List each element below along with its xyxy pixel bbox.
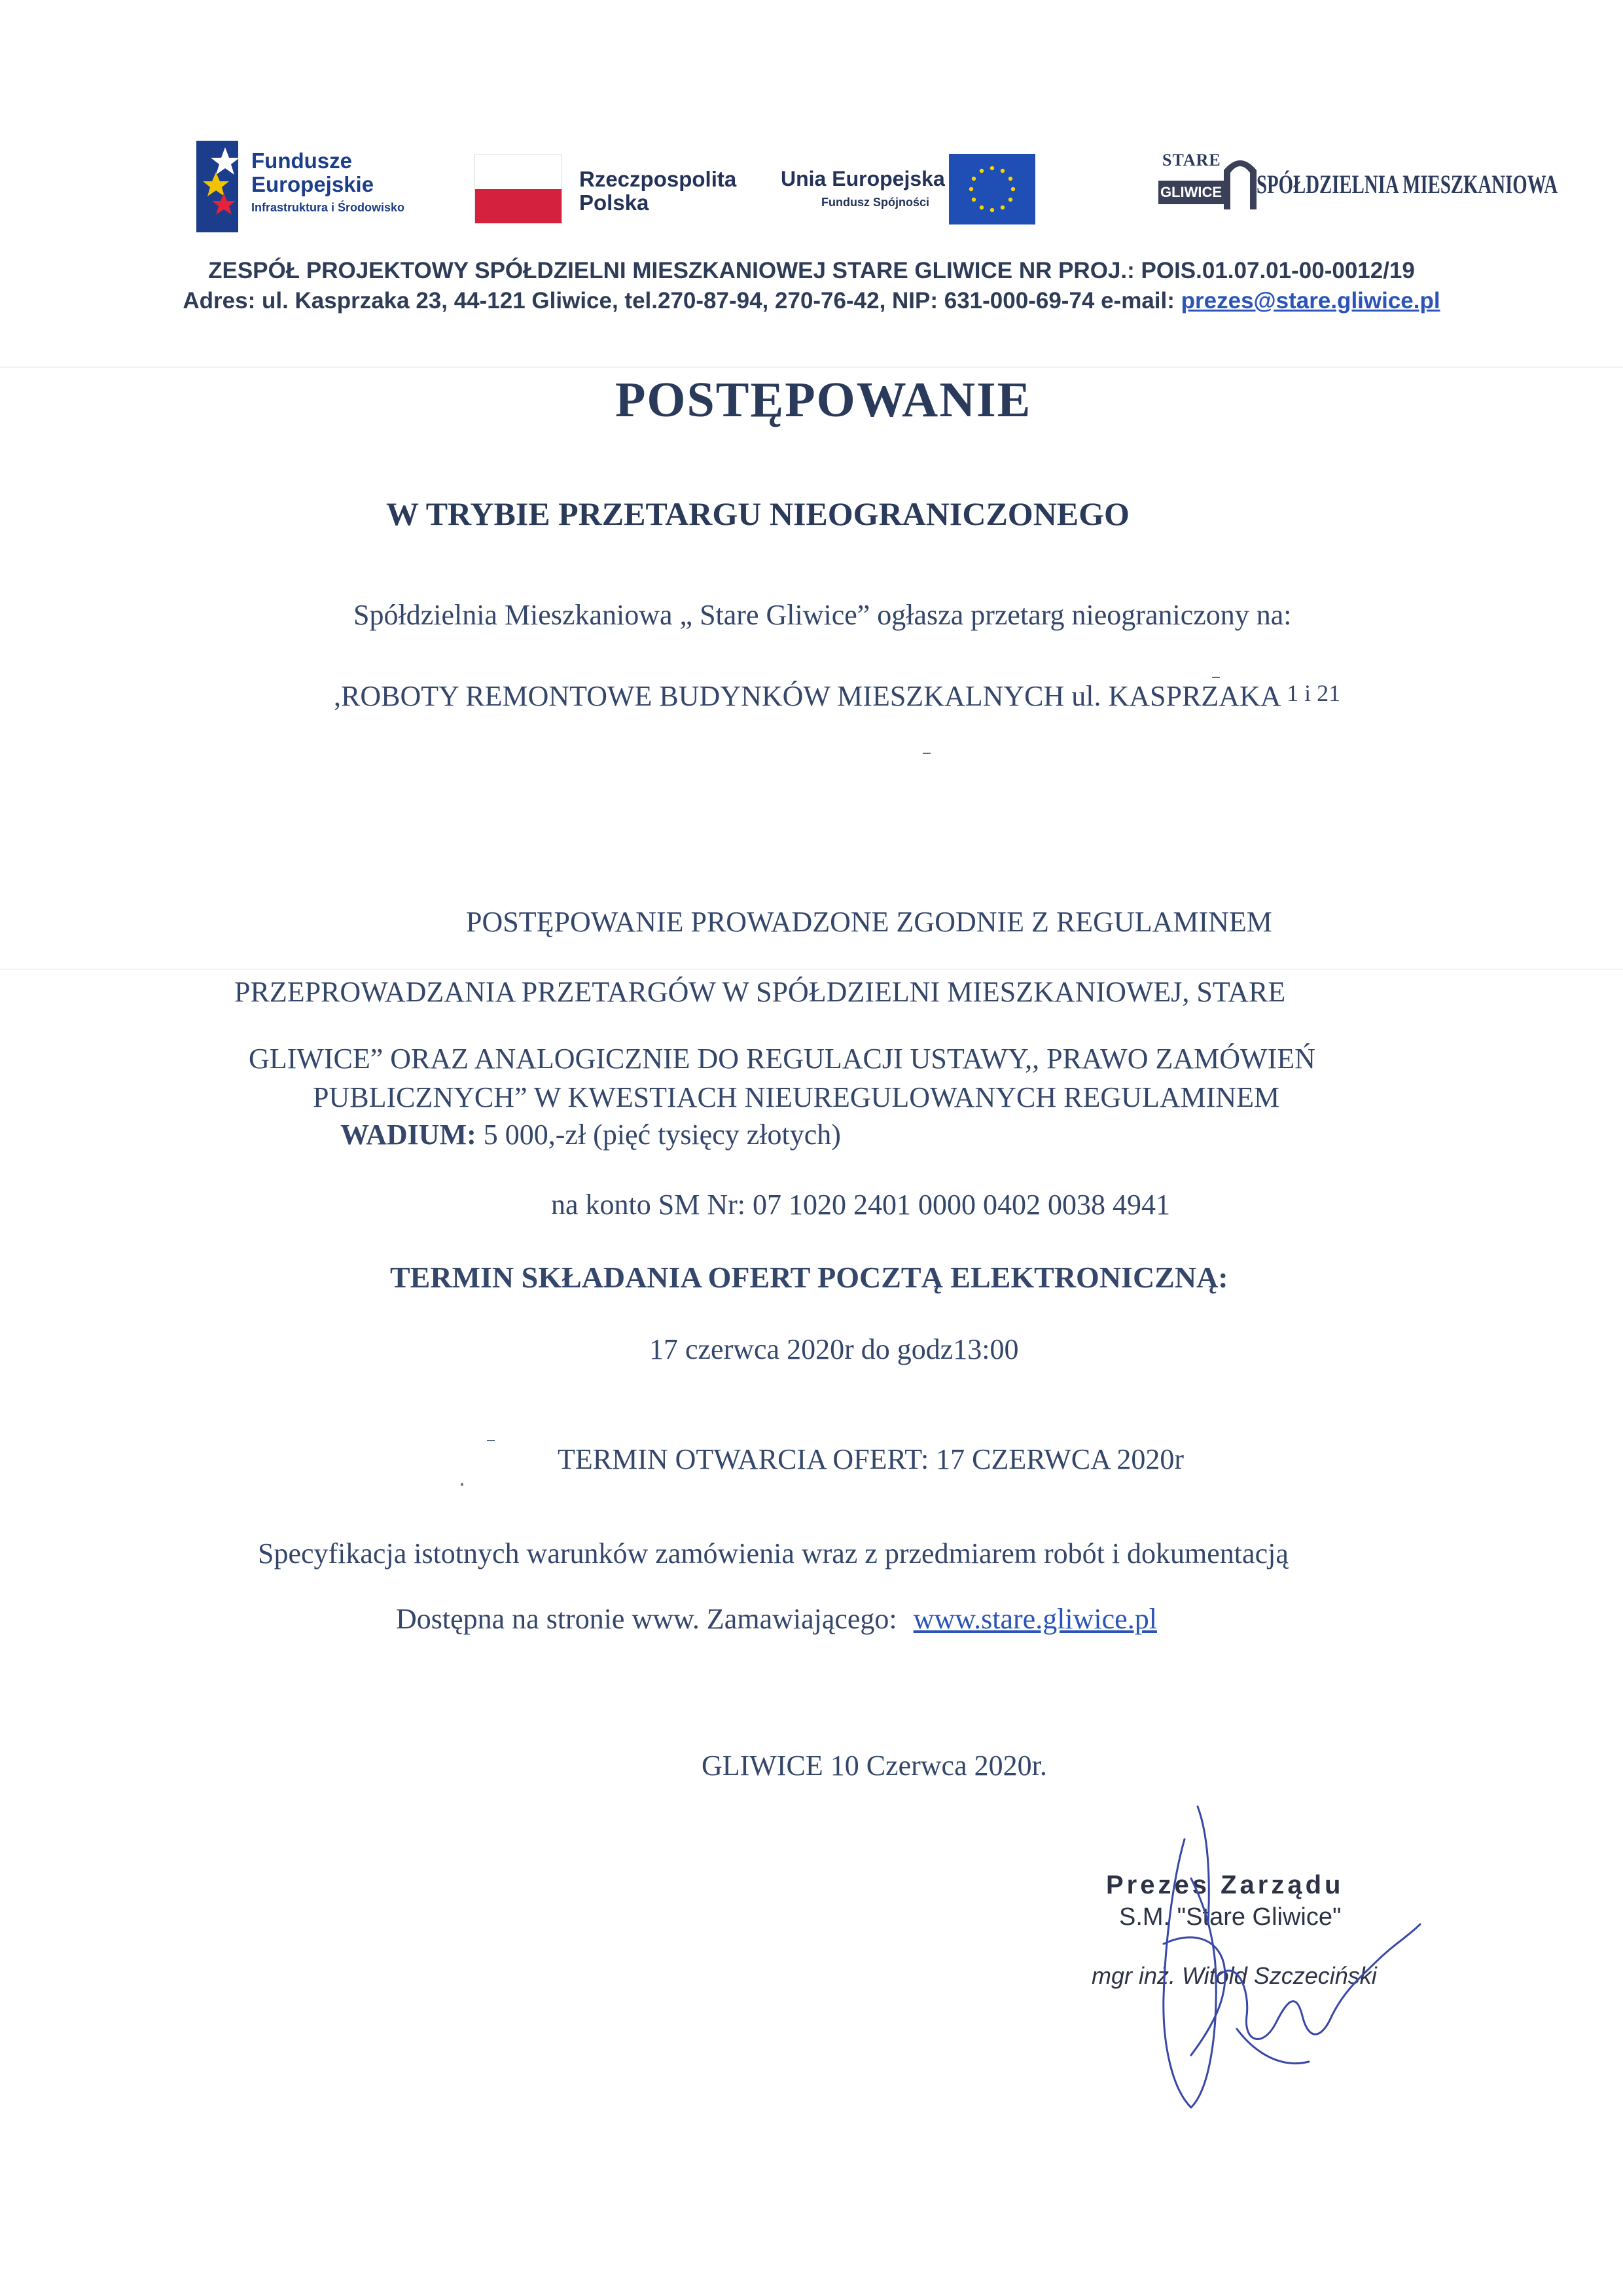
polish-flag-icon (474, 154, 562, 224)
header-divider (0, 367, 1623, 368)
deadline-label: TERMIN SKŁADANIA OFERT POCZTĄ ELEKTRONICZNĄ: (390, 1261, 1228, 1294)
scan-dot (461, 1483, 463, 1486)
announcement-text: Spółdzielnia Mieszkaniowa „ Stare Gliwice” ogłasza przetarg nieograniczony na: (353, 599, 1292, 631)
fe-line2: Europejskie (251, 172, 374, 196)
sm-stare-label: STARE (1162, 151, 1221, 170)
logo-unia-europejska (776, 154, 1037, 229)
document-title: POSTĘPOWANIE (615, 372, 1032, 427)
scan-dash-2 (923, 753, 931, 754)
scan-dash-3 (487, 1440, 495, 1441)
scan-divider (0, 969, 1623, 970)
rp-line1: Rzeczpospolita (579, 167, 737, 191)
procedure-line-4: PUBLICZNYCH” W KWESTIACH NIEUREGULOWANYCH REGULAMINEM (313, 1081, 1280, 1113)
logo-fundusze-europejskie (196, 141, 432, 232)
procedure-line-1: POSTĘPOWANIE PROWADZONE ZGODNIE Z REGULAMINEM (466, 906, 1272, 938)
header-address-line (0, 288, 1623, 314)
header-project-line: ZESPÓŁ PROJEKTOWY SPÓŁDZIELNI MIESZKANIOWEJ STARE GLIWICE NR PROJ.: POIS.01.07.01-00-0012/19 (208, 258, 1415, 283)
sm-gliwice-label: GLIWICE (1158, 181, 1224, 204)
wadium-label: WADIUM: (340, 1119, 476, 1151)
availability-text: Dostępna na stronie www. Zamawiającego: (396, 1603, 897, 1635)
fe-line3: Infrastruktura i Środowisko (251, 201, 405, 214)
specification-text: Specyfikacja istotnych warunków zamówienia wraz z przedmiarem robót i dokumentacją (258, 1537, 1289, 1570)
header-address-text: Adres: ul. Kasprzaka 23, 44-121 Gliwice, tel.270-87-94, 270-76-42, NIP: 631-000-69-74 e-mail: (183, 288, 1175, 314)
fe-stars-icon (196, 141, 247, 232)
website-link[interactable]: www.stare.gliwice.pl (913, 1603, 1157, 1635)
availability-line (396, 1602, 1157, 1636)
sm-name: SPÓŁDZIELNIA MIESZKANIOWA (1257, 170, 1558, 199)
logo-spoldzielnia-mieszkaniowa (1158, 151, 1558, 216)
wadium-line (340, 1118, 841, 1151)
logo-rzeczpospolita-polska (474, 154, 736, 226)
bank-account: na konto SM Nr: 07 1020 2401 0000 0402 0038 4941 (551, 1189, 1170, 1221)
procedure-line-3: GLIWICE” ORAZ ANALOGICZNIE DO REGULACJI USTAWY,, PRAWO ZAMÓWIEŃ (249, 1043, 1315, 1075)
fe-line1: Fundusze (251, 149, 352, 173)
handwritten-signature (1086, 1780, 1427, 2121)
stamp-title: Prezes Zarządu (1106, 1871, 1344, 1899)
ue-line2: Fundusz Spójności (821, 196, 929, 209)
sm-gate-icon (1224, 151, 1257, 209)
deadline-value: 17 czerwca 2020r do godz13:00 (649, 1333, 1019, 1365)
tender-subject (334, 679, 1340, 713)
scan-dash-1 (1212, 677, 1220, 678)
tender-subject-text: ,ROBOTY REMONTOWE BUDYNKÓW MIESZKALNYCH ul. KASPRZAKA (334, 680, 1280, 712)
eu-flag-icon (949, 154, 1035, 224)
procedure-line-2: PRZEPROWADZANIA PRZETARGÓW W SPÓŁDZIELNI MIESZKANIOWEJ, STARE (234, 976, 1286, 1008)
header-email-link[interactable]: prezes@stare.gliwice.pl (1181, 288, 1440, 314)
ue-line1: Unia Europejska (781, 167, 945, 190)
wadium-value: 5 000,-zł (pięć tysięcy złotych) (483, 1119, 841, 1151)
rp-line2: Polska (579, 190, 649, 215)
document-subtitle: W TRYBIE PRZETARGU NIEOGRANICZONEGO (386, 495, 1130, 532)
stamp-name: mgr inż. Witold Szczeciński (1092, 1962, 1377, 1989)
opening-date: TERMIN OTWARCIA OFERT: 17 CZERWCA 2020r (558, 1443, 1185, 1475)
tender-subject-numbers: 1 i 21 (1287, 680, 1341, 706)
stamp-organization: S.M. "Stare Gliwice" (1119, 1903, 1342, 1931)
place-date: GLIWICE 10 Czerwca 2020r. (702, 1749, 1047, 1782)
